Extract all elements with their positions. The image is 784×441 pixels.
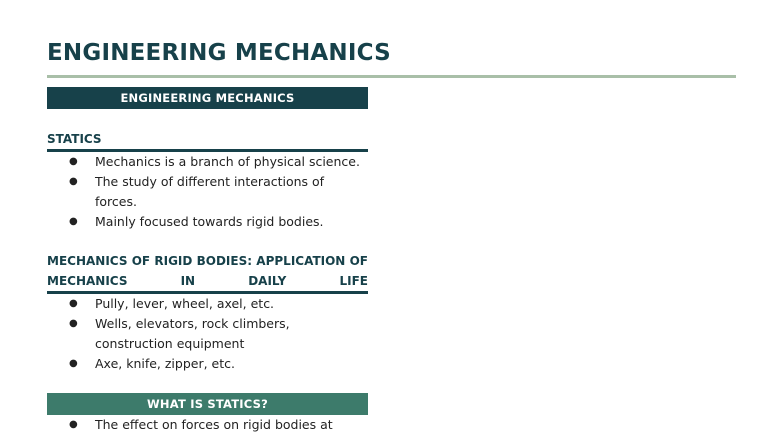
list-item: ● Wells, elevators, rock climbers, construction equipment [47,314,368,354]
list-item: ● Mainly focused towards rigid bodies. [47,212,368,232]
what-is-statics-banner: WHAT IS STATICS? [47,393,368,415]
what-is-statics-list [47,415,368,435]
statics-heading: STATICS [47,129,368,152]
list-item: ● The study of different interactions of forces. [47,172,368,212]
document-title: ENGINEERING MECHANICS [47,40,391,66]
content-column [47,87,368,435]
section-banner: ENGINEERING MECHANICS [47,87,368,109]
list-item: ● The effect on forces on rigid bodies at [47,415,368,435]
rigid-bodies-list [47,294,368,374]
list-item: ● Mechanics is a branch of physical science. [47,152,368,172]
list-item: ● Pully, lever, wheel, axel, etc. [47,294,368,314]
list-item: ● Axe, knife, zipper, etc. [47,354,368,374]
rigid-bodies-heading: MECHANICS OF RIGID BODIES: APPLICATION OF MECHANICS IN DAILY LIFE [47,251,368,294]
title-divider [47,75,736,78]
statics-list [47,152,368,232]
